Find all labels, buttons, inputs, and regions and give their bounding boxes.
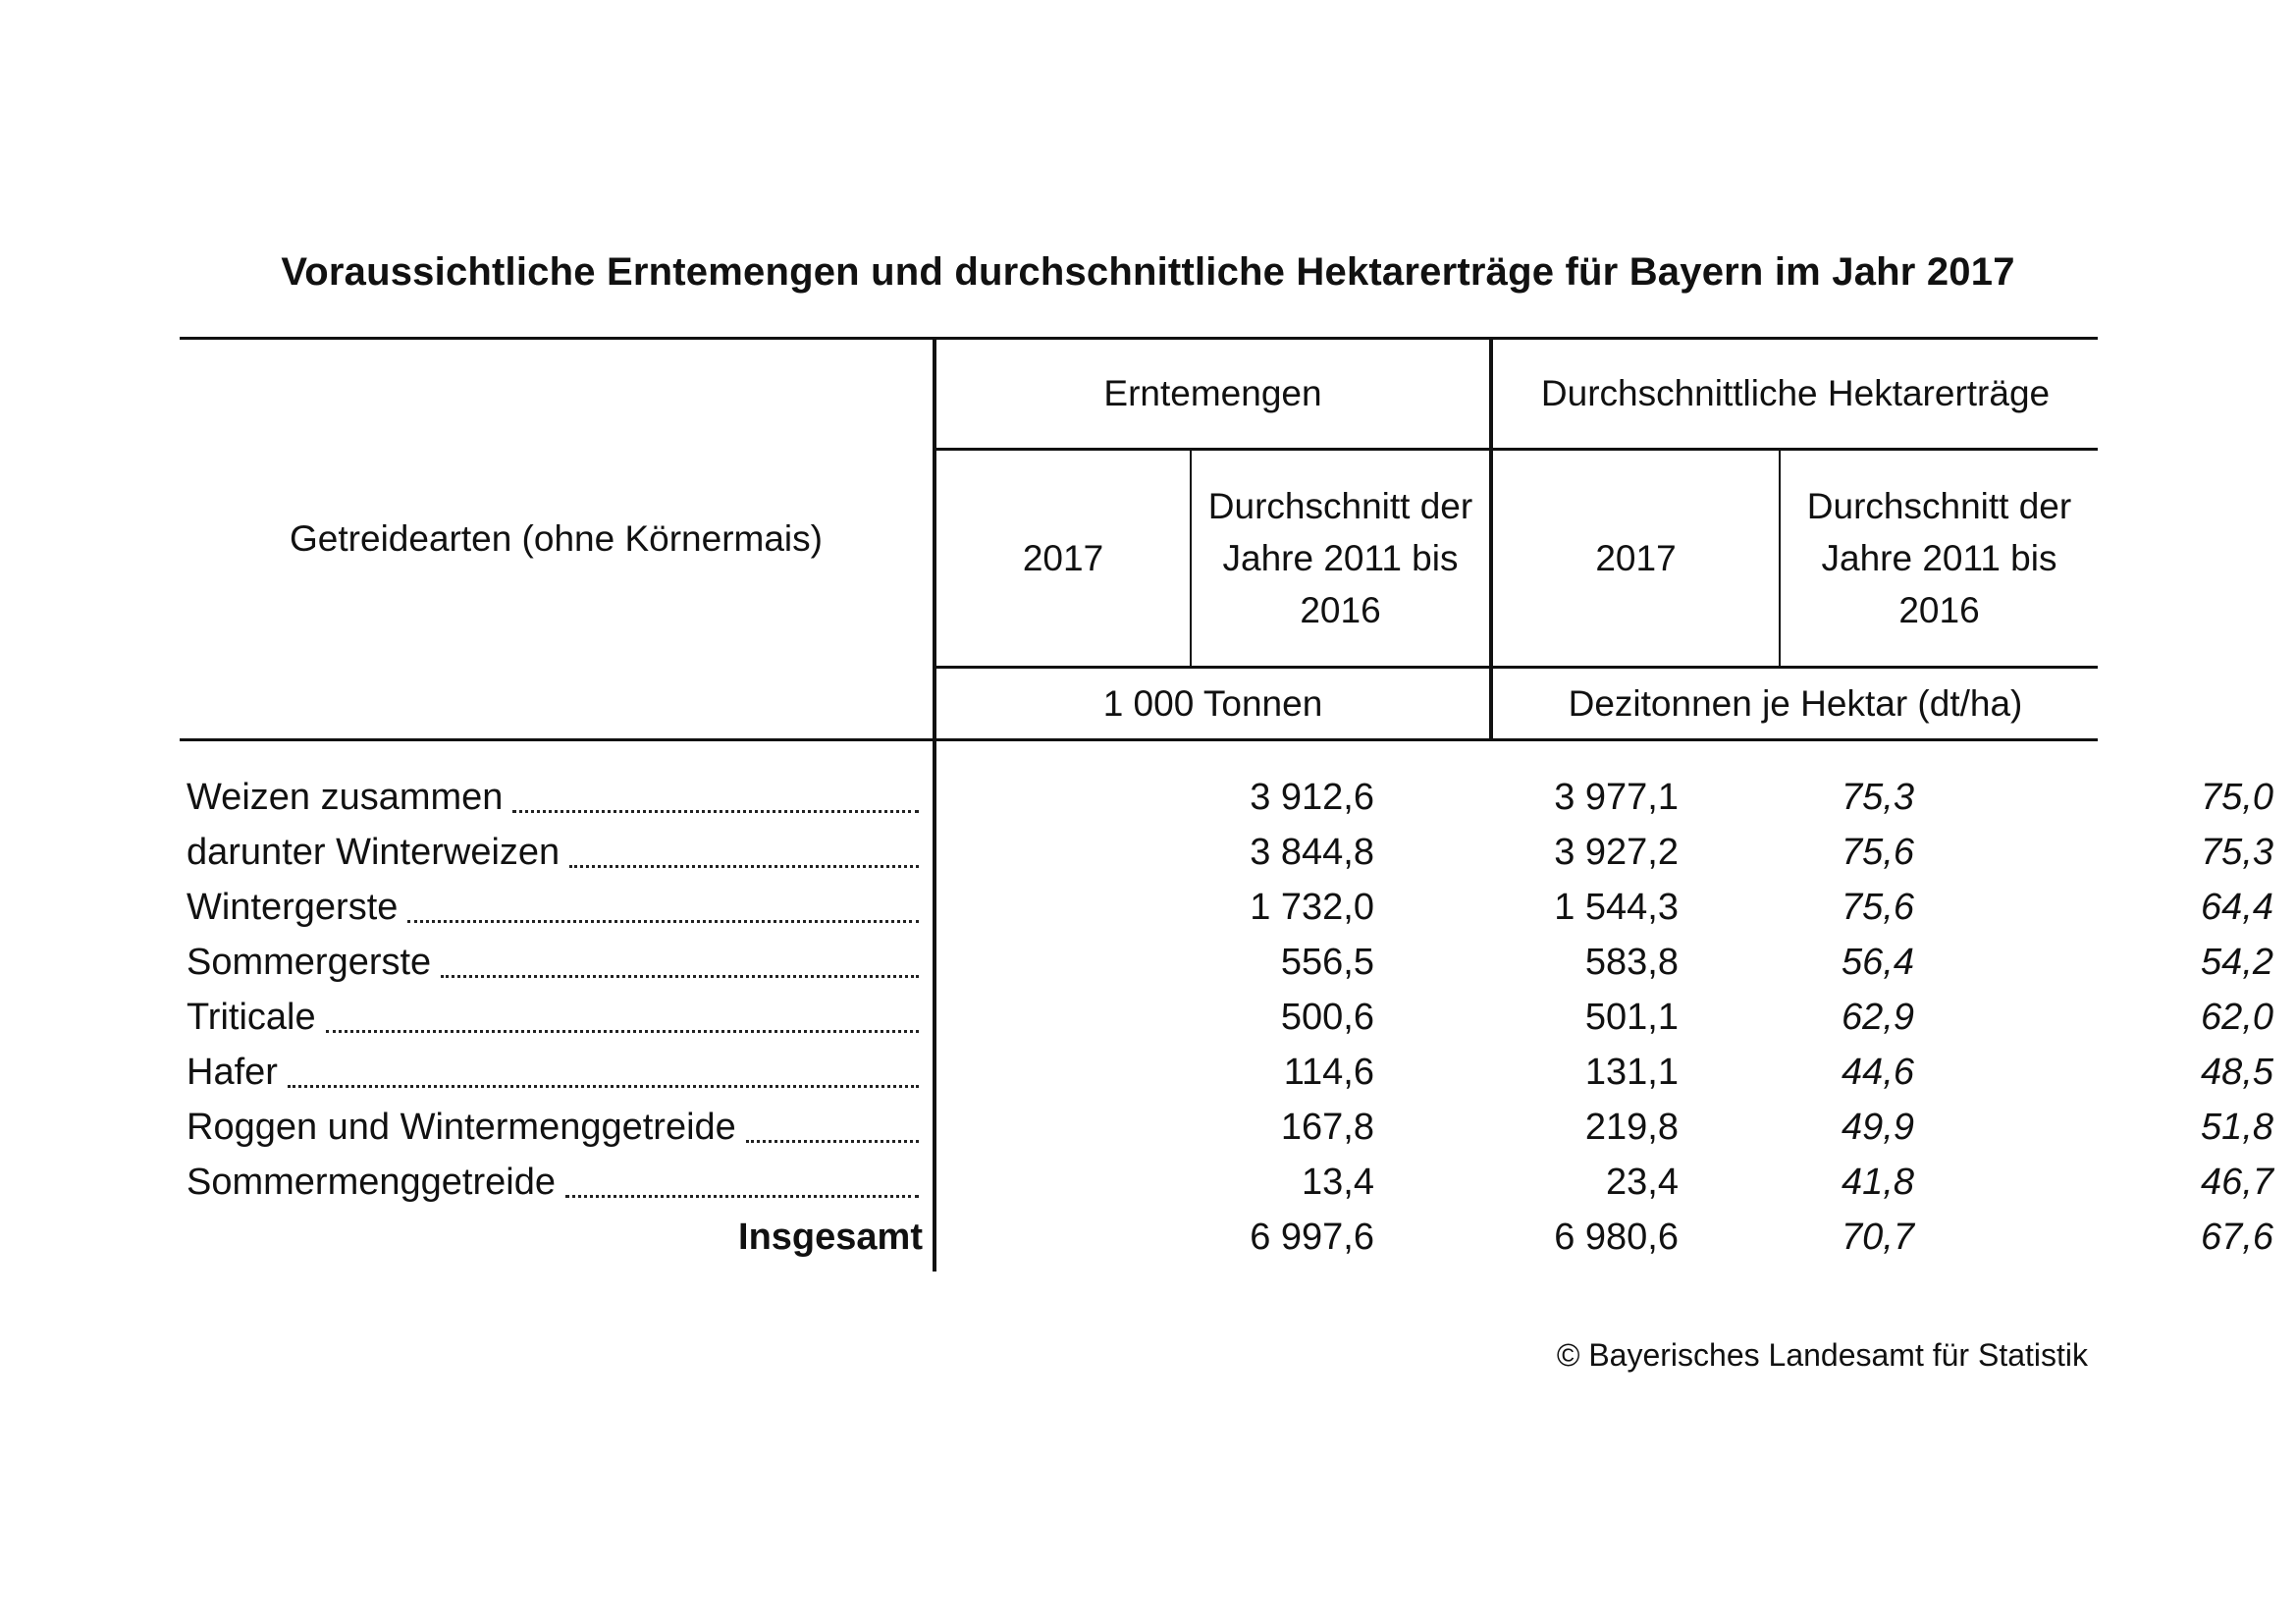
col-header-avg-ernte: Durchschnitt der Jahre 2011 bis 2016 xyxy=(1207,486,1473,630)
cell-ertrag-avg: 75,0 xyxy=(2201,777,2273,818)
cell-ertrag-2017: 70,7 xyxy=(1842,1217,1914,1258)
row-label: Wintergerste xyxy=(187,887,399,928)
cell-ernte-2017: 3 844,8 xyxy=(1250,832,1374,873)
row-label: Triticale xyxy=(187,997,316,1038)
cell-ernte-avg: 501,1 xyxy=(1584,997,1679,1038)
row-label: Roggen und Wintermenggetreide xyxy=(187,1107,736,1148)
col-header-2017-ertrag: 2017 xyxy=(1595,538,1677,578)
cell-ernte-avg: 3 927,2 xyxy=(1554,832,1679,873)
leader-dots xyxy=(407,920,919,923)
total-row xyxy=(187,1210,2273,1265)
total-label: Insgesamt xyxy=(738,1217,923,1258)
cell-ertrag-avg: 48,5 xyxy=(2201,1052,2273,1093)
group-header-erntemengen: Erntemengen xyxy=(1103,373,1322,413)
table-row xyxy=(187,935,2273,990)
cell-ertrag-2017: 41,8 xyxy=(1842,1162,1914,1203)
cell-ertrag-avg: 54,2 xyxy=(2201,942,2273,983)
header-bottom-rule xyxy=(180,738,2098,741)
cell-ernte-2017: 1 732,0 xyxy=(1250,887,1374,928)
col-header-avg-ertrag: Durchschnitt der Jahre 2011 bis 2016 xyxy=(1806,486,2072,630)
cell-ertrag-2017: 75,6 xyxy=(1842,887,1914,928)
cell-ernte-2017: 500,6 xyxy=(1280,997,1374,1038)
leader-dots xyxy=(565,1195,919,1198)
cell-ernte-avg: 6 980,6 xyxy=(1554,1217,1679,1258)
table-title: Voraussichtliche Erntemengen und durchschnittliche Hektarerträge für Bayern im Jahr 2017 xyxy=(281,250,2015,294)
cell-ertrag-2017: 56,4 xyxy=(1842,942,1914,983)
cell-ertrag-2017: 75,3 xyxy=(1842,777,1914,818)
unit-tonnen: 1 000 Tonnen xyxy=(1102,683,1323,724)
cell-ernte-avg: 23,4 xyxy=(1606,1162,1679,1203)
row-label: Hafer xyxy=(187,1052,278,1093)
cell-ernte-2017: 3 912,6 xyxy=(1250,777,1374,818)
cell-ernte-2017: 114,6 xyxy=(1283,1052,1374,1093)
cell-ertrag-avg: 62,0 xyxy=(2201,997,2273,1038)
table-row xyxy=(187,880,2273,935)
table-row xyxy=(187,770,2273,825)
leader-dots xyxy=(326,1030,919,1033)
col-header-2017-ernte: 2017 xyxy=(1022,538,1104,578)
leader-dots xyxy=(746,1140,919,1143)
cell-ertrag-avg: 67,6 xyxy=(2201,1217,2273,1258)
row-label: Sommergerste xyxy=(187,942,432,983)
row-label: Sommermenggetreide xyxy=(187,1162,556,1203)
cell-ernte-2017: 556,5 xyxy=(1280,942,1374,983)
cell-ernte-avg: 583,8 xyxy=(1584,942,1679,983)
table-row xyxy=(187,1045,2273,1100)
cell-ernte-avg: 3 977,1 xyxy=(1554,777,1679,818)
stub-header: Getreidearten (ohne Körnermais) xyxy=(290,518,823,559)
table-row xyxy=(187,825,2273,880)
cell-ernte-avg: 219,8 xyxy=(1584,1107,1679,1148)
cell-ertrag-avg: 46,7 xyxy=(2201,1162,2273,1203)
table-row xyxy=(187,990,2273,1045)
cell-ertrag-2017: 49,9 xyxy=(1842,1107,1914,1148)
leader-dots xyxy=(512,810,919,813)
cell-ernte-2017: 167,8 xyxy=(1280,1107,1374,1148)
cell-ertrag-2017: 44,6 xyxy=(1842,1052,1914,1093)
cell-ertrag-avg: 64,4 xyxy=(2201,887,2273,928)
cell-ertrag-2017: 75,6 xyxy=(1842,832,1914,873)
unit-dt-ha: Dezitonnen je Hektar (dt/ha) xyxy=(1568,683,2023,724)
table-row xyxy=(187,1155,2273,1210)
table-row xyxy=(187,1100,2273,1155)
cell-ernte-2017: 13,4 xyxy=(1302,1162,1374,1203)
row-label: darunter Winterweizen xyxy=(187,832,561,873)
cell-ernte-2017: 6 997,6 xyxy=(1250,1217,1374,1258)
copyright-note: © Bayerisches Landesamt für Statistik xyxy=(1556,1337,2088,1373)
leader-dots xyxy=(288,1085,919,1088)
row-label: Weizen zusammen xyxy=(187,777,504,818)
leader-dots xyxy=(441,975,919,978)
leader-dots xyxy=(569,865,919,868)
cell-ertrag-avg: 51,8 xyxy=(2201,1107,2273,1148)
cell-ernte-avg: 1 544,3 xyxy=(1554,887,1679,928)
cell-ernte-avg: 131,1 xyxy=(1584,1052,1679,1093)
cell-ertrag-2017: 62,9 xyxy=(1842,997,1914,1038)
cell-ertrag-avg: 75,3 xyxy=(2201,832,2273,873)
group-header-hektarertraege: Durchschnittliche Hektarerträge xyxy=(1540,373,2051,413)
